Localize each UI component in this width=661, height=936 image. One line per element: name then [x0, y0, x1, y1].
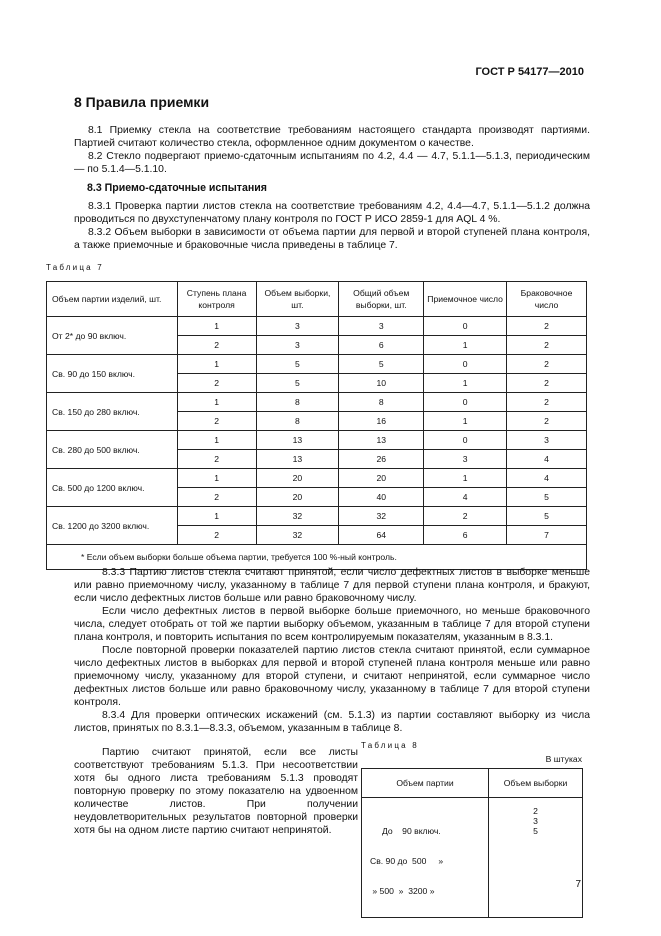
sample-value: 5	[533, 826, 538, 836]
table-8-caption: Таблица 8	[361, 741, 419, 750]
section-title: 8 Правила приемки	[74, 94, 210, 110]
samples-cell	[489, 798, 583, 918]
cell: 2	[507, 336, 587, 355]
cell: 20	[256, 488, 339, 507]
cell: 32	[256, 526, 339, 545]
cell: 5	[507, 488, 587, 507]
cell: 20	[256, 469, 339, 488]
cell: 1	[177, 469, 256, 488]
lot-label: Св. 1200 до 3200 включ.	[47, 507, 178, 545]
table-header-row	[362, 769, 583, 798]
cell: 10	[339, 374, 424, 393]
document-code: ГОСТ Р 54177—2010	[475, 66, 584, 78]
paragraph-8-3-1: 8.3.1 Проверка партии листов стекла на соответствие требованиям 4.2, 4.4—4.7, 5.1.1—5.1.2 должна проводиться по двухступенчатому плану контроля по ГОСТ Р ИСО 2859-1 для AQL 4 %.	[74, 201, 590, 225]
cell: 7	[507, 526, 587, 545]
cell: 1	[177, 317, 256, 336]
cell: 64	[339, 526, 424, 545]
header-sample-size: Объем выборки	[489, 769, 583, 798]
cell: 1	[424, 336, 507, 355]
cell: 2	[507, 393, 587, 412]
cell: 2	[424, 507, 507, 526]
table-row	[47, 469, 587, 488]
lot-range: » 500 » 3200 »	[370, 886, 435, 896]
table-7	[46, 281, 587, 570]
cell: 4	[507, 469, 587, 488]
lot-label: Св. 90 до 150 включ.	[47, 355, 178, 393]
cell: 5	[256, 374, 339, 393]
section-8-3-3-text	[74, 566, 590, 735]
cell: 2	[177, 412, 256, 431]
section-8-text	[74, 124, 590, 176]
section-8-3-text	[74, 200, 590, 252]
header-rejection: Браковочное число	[507, 282, 587, 317]
lot-label: От 2* до 90 включ.	[47, 317, 178, 355]
cell: 2	[507, 317, 587, 336]
cell: 6	[339, 336, 424, 355]
table-row	[47, 393, 587, 412]
cell: 2	[507, 374, 587, 393]
lot-range: До 90 включ.	[370, 826, 441, 836]
cell: 6	[424, 526, 507, 545]
table-row	[47, 355, 587, 374]
header-lot-size: Объем партии изделий, шт.	[47, 282, 178, 317]
paragraph-8-3-3: 8.3.3 Партию листов стекла считают принятой, если число дефектных листов в выборке меньше или равно приемочному числу, указанному в таблице 7 для первой ступени плана контроля, и бракуют, если число дефектных листов больше или равно браковочному числу.	[74, 567, 590, 604]
cell: 26	[339, 450, 424, 469]
cell: 16	[339, 412, 424, 431]
cell: 0	[424, 317, 507, 336]
cell: 5	[339, 355, 424, 374]
cell: 1	[177, 431, 256, 450]
paragraph-8-2: 8.2 Стекло подвергают приемо-сдаточным испытаниям по 4.2, 4.4 — 4.7, 5.1.1—5.1.3, периодическим — по 5.1.4—5.1.10.	[74, 151, 590, 175]
subsection-title: 8.3 Приемо-сдаточные испытания	[87, 182, 267, 194]
paragraph-8-1: 8.1 Приемку стекла на соответствие требованиям настоящего стандарта производят партиями. Партией считают количество стекла, оформленное одним документом о качестве.	[74, 125, 590, 149]
cell: 1	[424, 374, 507, 393]
cell: 32	[339, 507, 424, 526]
cell: 2	[177, 526, 256, 545]
cell: 2	[177, 450, 256, 469]
cell: 8	[339, 393, 424, 412]
cell: 2	[507, 412, 587, 431]
header-lot-size: Объем партии	[362, 769, 489, 798]
cell: 0	[424, 431, 507, 450]
paragraph-8-3-3-second: Если число дефектных листов в первой выборке больше приемочного, но меньше браковочного числа, следует отобрать от той же партии выборку объемом, указанным в таблице 7 для второй ступени плана контроля, и повторить испытания по всем контролируемым показателям, указанным в 8.3.1.	[74, 606, 590, 643]
section-8-3-4-continuation	[74, 746, 358, 837]
cell: 40	[339, 488, 424, 507]
table-row	[47, 507, 587, 526]
cell: 2	[177, 488, 256, 507]
table-row	[362, 798, 583, 918]
cell: 13	[256, 431, 339, 450]
sample-value: 2	[533, 806, 538, 816]
table-8-unit: В штуках	[545, 754, 582, 764]
table-header-row	[47, 282, 587, 317]
cell: 3	[256, 317, 339, 336]
lot-label: Св. 150 до 280 включ.	[47, 393, 178, 431]
lot-range: Св. 90 до 500 »	[370, 856, 444, 866]
cell: 8	[256, 393, 339, 412]
table-row	[47, 431, 587, 450]
header-stage: Ступень плана контроля	[177, 282, 256, 317]
table-7-caption: Таблица 7	[46, 263, 104, 272]
cell: 3	[424, 450, 507, 469]
cell: 8	[256, 412, 339, 431]
cell: 2	[177, 336, 256, 355]
cell: 2	[507, 355, 587, 374]
cell: 13	[256, 450, 339, 469]
paragraph-8-3-3-third: После повторной проверки показателей партию листов стекла считают принятой, если суммарное число дефектных листов в выборках для первой и второй ступеней плана контроля меньше или равно приемочному числу, указанному для второй ступени, и считают непринятой, если суммарное число дефектных листов больше или равно браковочному числу, указанному в таблице 7 для второй ступени контроля.	[74, 645, 590, 708]
cell: 4	[507, 450, 587, 469]
cell: 1	[177, 393, 256, 412]
cell: 5	[507, 507, 587, 526]
cell: 4	[424, 488, 507, 507]
lot-label: Св. 280 до 500 включ.	[47, 431, 178, 469]
cell: 1	[177, 507, 256, 526]
cell: 1	[424, 469, 507, 488]
table-8	[361, 768, 583, 918]
table-row	[47, 317, 587, 336]
cell: 13	[339, 431, 424, 450]
cell: 2	[177, 374, 256, 393]
cell: 3	[507, 431, 587, 450]
cell: 1	[177, 355, 256, 374]
cell: 0	[424, 355, 507, 374]
table-7-footnote: * Если объем выборки больше объема партии, требуется 100 %-ный контроль.	[47, 545, 587, 570]
cell: 0	[424, 393, 507, 412]
page-number: 7	[575, 879, 581, 890]
cell: 3	[256, 336, 339, 355]
header-acceptance: Приемочное число	[424, 282, 507, 317]
paragraph-8-3-2: 8.3.2 Объем выборки в зависимости от объема партии для первой и второй ступеней плана контроля, а также приемочные и браковочные числа приведены в таблице 7.	[74, 227, 590, 251]
cell: 32	[256, 507, 339, 526]
cell: 20	[339, 469, 424, 488]
lot-label: Св. 500 до 1200 включ.	[47, 469, 178, 507]
lot-ranges-cell	[362, 798, 489, 918]
header-sample-size: Объем выборки, шт.	[256, 282, 339, 317]
paragraph-8-3-4-second: Партию считают принятой, если все листы соответствуют требованиям 5.1.3. При несоответствии хотя бы одного листа требованиям 5.1.3 проводят повторную проверку по этому показателю на удвоенном количестве листов. При получении неудовлетворительных результатов повторной проверки хотя бы на одном листе партию считают непринятой.	[74, 747, 358, 836]
cell: 1	[424, 412, 507, 431]
cell: 5	[256, 355, 339, 374]
paragraph-8-3-4: 8.3.4 Для проверки оптических искажений (см. 5.1.3) из партии составляют выборку из числа листов, принятых по 8.3.1—8.3.3, объемом, указанным в таблице 8.	[74, 710, 590, 734]
sample-value: 3	[533, 816, 538, 826]
cell: 3	[339, 317, 424, 336]
header-total-sample: Общий объем выборки, шт.	[339, 282, 424, 317]
